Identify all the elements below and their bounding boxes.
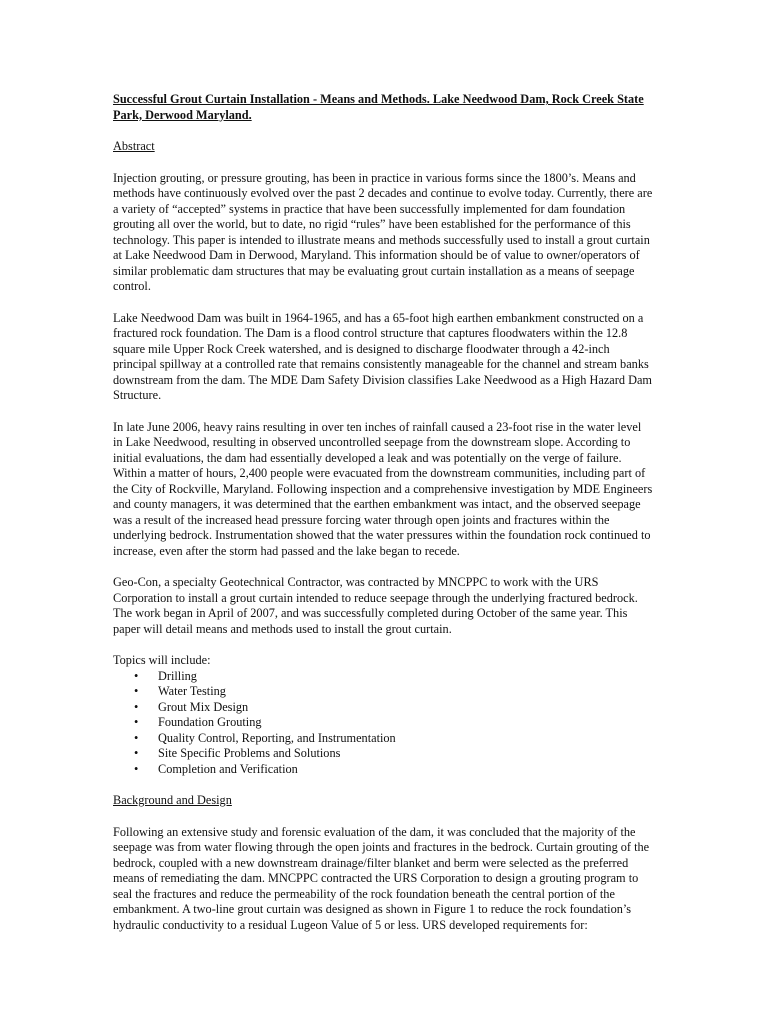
list-item	[113, 731, 653, 747]
incident-paragraph: In late June 2006, heavy rains resulting in over ten inches of rainfall caused a 23-foot rise in the water level in Lake Needwood, resulting in observed uncontrolled seepage from the downstream slope. According to initial evaluations, the dam had essentially developed a leak and was potentially on the verge of failure. Within a matter of hours, 2,400 people were evacuated from the downstream communities, including part of the City of Rockville, Maryland. Following inspection and a comprehensive investigation by MDE Engineers and county managers, it was determined that the earthen embankment was intact, and the observed seepage was a result of the increased head pressure forcing water through open joints and fractures within the underlying bedrock. Instrumentation showed that the water pressures within the foundation rock continued to increase, even after the storm had passed and the lake began to recede.	[113, 419, 653, 558]
abstract-heading: Abstract	[113, 139, 155, 153]
contractor-paragraph: Geo-Con, a specialty Geotechnical Contractor, was contracted by MNCPPC to work with the URS Corporation to install a grout curtain intended to reduce seepage through the underlying fractured bedrock. The work began in April of 2007, and was successfully completed during October of the same year. This paper will detail means and methods used to install the grout curtain.	[113, 575, 638, 636]
abstract-paragraph-1: Injection grouting, or pressure grouting, has been in practice in various forms since the 1800’s. Means and methods have continuously evolved over the past 2 decades and continue to evolve today. Currently, there are a variety of “accepted” systems in practice that have been successfully implemented for dam foundation grouting all over the world, but to date, no rigid “rules” have been established for the performance of this technology. This paper is intended to illustrate means and methods successfully used to install a grout curtain at Lake Needwood Dam in Derwood, Maryland. This information should be of value to owner/operators of similar problematic dam structures that may be evaluating grout curtain installation as a means of seepage control.	[113, 170, 653, 293]
topic-text: Drilling	[158, 668, 197, 683]
list-item	[113, 684, 653, 700]
topics-label: Topics will include:	[113, 653, 211, 667]
background-paragraph: Following an extensive study and forensic evaluation of the dam, it was concluded that the majority of the seepage was from water flowing through the open joints and fractures in the bedrock. Curtain grouting of the bedrock, coupled with a new downstream drainage/filter blanket and berm were selected as the preferred means of remediating the dam. MNCPPC contracted the URS Corporation to design a grouting program to seal the fractures and reduce the permeability of the rock foundation beneath the central portion of the embankment. A two-line grout curtain was designed as shown in Figure 1 to reduce the rock foundation’s hydraulic conductivity to a residual Lugeon Value of 5 or less. URS developed requirements for:	[113, 824, 650, 932]
bullet-icon: •	[134, 761, 139, 776]
bullet-icon: •	[134, 699, 139, 714]
topic-text: Completion and Verification	[158, 761, 298, 776]
list-item	[113, 715, 653, 731]
topic-text: Water Testing	[158, 684, 226, 698]
background-heading: Background and Design	[113, 793, 232, 807]
list-item	[113, 700, 653, 716]
list-item	[113, 762, 653, 778]
topics-list	[113, 669, 653, 778]
bullet-icon: •	[134, 684, 139, 698]
list-item	[113, 669, 653, 685]
topic-text: Quality Control, Reporting, and Instrumentation	[158, 730, 396, 745]
topic-text: Site Specific Problems and Solutions	[158, 746, 341, 760]
document-page	[113, 92, 653, 949]
topic-text: Foundation Grouting	[158, 715, 262, 729]
list-item	[113, 746, 653, 762]
bullet-icon: •	[134, 668, 139, 683]
bullet-icon: •	[134, 746, 139, 760]
topic-text: Grout Mix Design	[158, 699, 249, 714]
bullet-icon: •	[134, 715, 139, 729]
bullet-icon: •	[134, 730, 139, 745]
document-title: Successful Grout Curtain Installation - Means and Methods. Lake Needwood Dam, Rock Creek State Park, Derwood Maryland.	[113, 92, 644, 122]
dam-description-paragraph: Lake Needwood Dam was built in 1964-1965, and has a 65-foot high earthen embankment constructed on a fractured rock foundation. The Dam is a flood control structure that captures floodwaters within the 12.8 square mile Upper Rock Creek watershed, and is designed to discharge floodwater through a 42-inch principal spillway at a controlled rate that remains consistently manageable for the channel and stream banks downstream from the dam. The MDE Dam Safety Division classifies Lake Needwood as a High Hazard Dam Structure.	[113, 310, 652, 402]
